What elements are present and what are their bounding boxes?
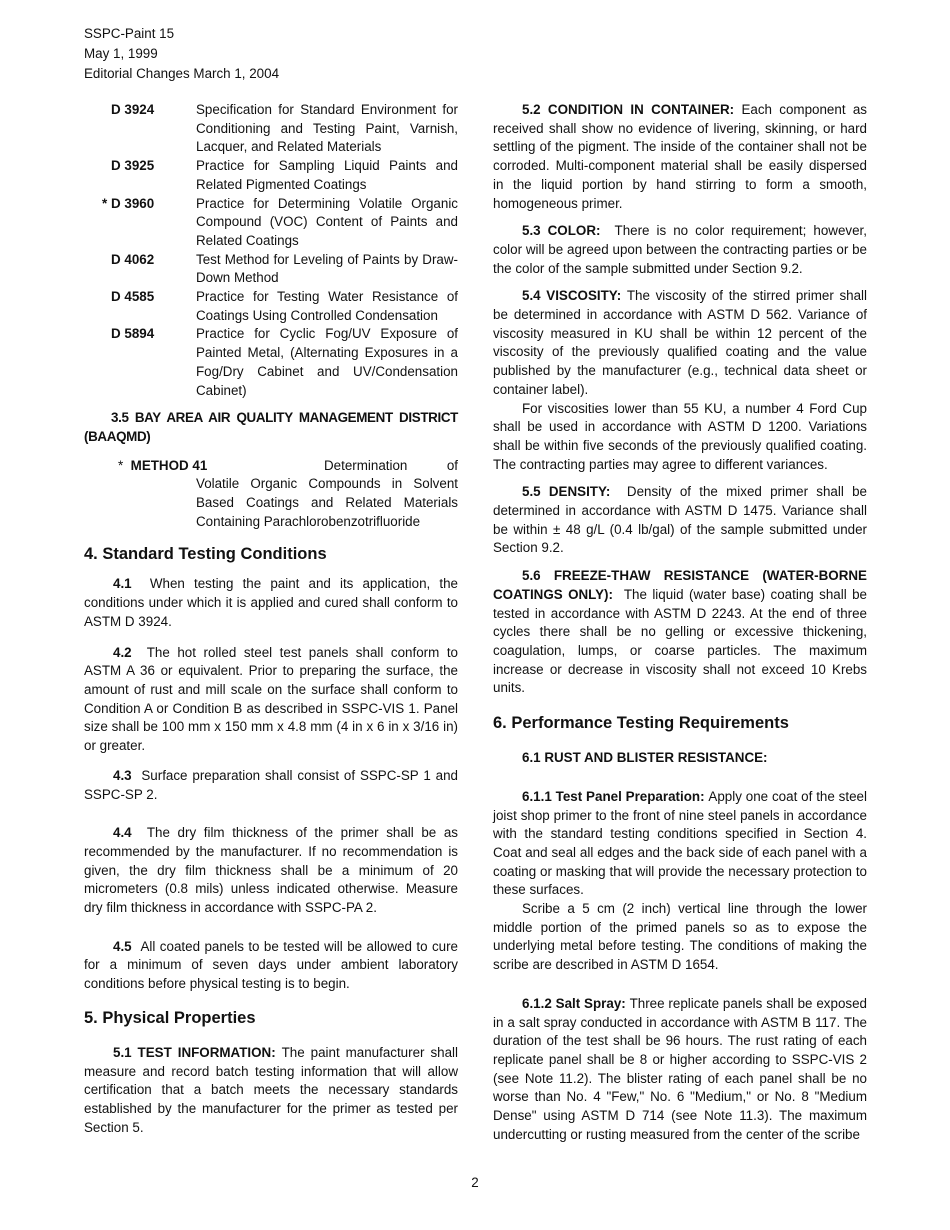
section-4-title: 4. Standard Testing Conditions xyxy=(84,545,327,564)
section-6-title: 6. Performance Testing Requirements xyxy=(493,714,789,733)
left-column xyxy=(84,101,458,1137)
reference-text: Practice for Determining Volatile Organic Compound (VOC) Content of Paints and Related Coatings xyxy=(196,195,458,248)
reference-text: Test Method for Leveling of Paints by Draw-Down Method xyxy=(196,251,458,286)
reference-code: D 3925 xyxy=(111,158,155,174)
reference-text: Practice for Testing Water Resistance of Coatings Using Controlled Condensation xyxy=(196,289,458,323)
reference-entry xyxy=(84,325,458,400)
doc-edit-date: Editorial Changes March 1, 2004 xyxy=(84,66,280,81)
section-4-1: 4.1 When testing the paint and its application, the conditions under which it is applied and cured shall conform to ASTM D 3924. xyxy=(84,576,458,629)
section-4-3: 4.3 Surface preparation shall consist of SSPC-SP 1 and SSPC-SP 2. xyxy=(84,767,458,802)
method-41-entry xyxy=(84,457,458,532)
section-4-2: 4.2 The hot rolled steel test panels shall conform to ASTM A 36 or equivalent. Prior to preparing the surface, the amount of rust and mill scale on the surface shall conform to Condition A or Condition B as described in SSPC-VIS 1. Panel size shall be 100 mm x 150 mm x 4.8 mm (4 in x 6 in x 3/16 in) or greater. xyxy=(84,644,458,754)
method-text: Determination of Volatile Organic Compounds in Solvent Based Coatings and Related Materials Containing Parachlorobenzotrifluoride xyxy=(196,457,458,529)
reference-code: D 3924 xyxy=(111,102,155,117)
reference-entry xyxy=(84,288,458,325)
section-5-3: 5.3 COLOR: There is no color requirement; however, color will be agreed upon between the contracting parties or be the color of the sample submitted under Section 9.2. xyxy=(493,223,867,276)
section-5-2: 5.2 CONDITION IN CONTAINER: Each component as received shall show no evidence of livering, skinning, or hard settling of the pigment. The inside of the container shall not be corroded. Multi-component material shall be easily dispersed in the liquid portion by hand stirring to form a smooth, homogeneous primer. xyxy=(493,102,867,211)
right-column xyxy=(493,101,867,1144)
section-6-1-heading: 6.1 RUST AND BLISTER RESISTANCE: xyxy=(522,750,768,766)
reference-code: D 4062 xyxy=(111,251,155,267)
reference-code: * D 3960 xyxy=(111,195,154,214)
section-4-4: 4.4 The dry film thickness of the primer shall be as recommended by the manufacturer. If no recommendation is given, the dry film thickness shall be a minimum of 20 micrometers (0.8 mils) unless indicated otherwise. Measure dry film thickness in accordance with SSPC-PA 2. xyxy=(84,825,458,916)
section-5-5: 5.5 DENSITY: Density of the mixed primer shall be determined in accordance with ASTM D 1475. Variance shall be within ± 48 g/L (0.4 lb/gal) of the sample submitted under Section 9.2. xyxy=(493,484,867,556)
doc-id: SSPC-Paint 15 xyxy=(84,26,175,41)
section-4-5: 4.5 All coated panels to be tested will be allowed to cure for a minimum of seven days under ambient laboratory conditions before physical testing is to begin. xyxy=(84,938,459,992)
section-5-1: 5.1 TEST INFORMATION: The paint manufacturer shall measure and record batch testing information that will allow certification that a batch meets the necessary standards established by the manufacturer for the primer as tested per Section 5. xyxy=(84,1044,458,1135)
section-5-title: 5. Physical Properties xyxy=(84,1008,256,1027)
section-6-1-1: 6.1.1 Test Panel Preparation: Apply one coat of the steel joist shop primer to the front of nine steel panels in accordance with the standard testing conditions specified in Section 4. Coat and seal all edges and the back side of each panel with a coating or masking that will provide the necessary protection to these surfaces. xyxy=(493,788,867,898)
reference-entry xyxy=(84,157,458,194)
revision-marker: * xyxy=(118,457,124,473)
doc-date: May 1, 1999 xyxy=(84,46,158,61)
section-5-4: 5.4 VISCOSITY: The viscosity of the stirred primer shall be determined in accordance with ASTM D 562. Variance of viscosity measured in KU shall be within 12 percent of the viscosity of the previously qualified coating and the value published by the manufacturer (e.g., technical data sheet or container label). xyxy=(493,288,867,397)
section-5-6: 5.6 FREEZE-THAW RESISTANCE (WATER-BORNE COATINGS ONLY): The liquid (water base) coating shall be tested in accordance with ASTM D 2243. At the end of three cycles there shall be no gelling or excessive thickening, coagulation, lumps, or coarse particles. The maximum increase or decrease in viscosity shall not exceed 10 Krebs units. xyxy=(493,568,867,696)
revision-marker: * xyxy=(102,195,108,211)
document-header xyxy=(84,24,279,84)
section-6-1-1-continued: Scribe a 5 cm (2 inch) vertical line through the lower middle portion of the primed panels so as to expose the underlying metal before testing. The conditions of making the scribe are described in ASTM D 1654. xyxy=(493,901,867,973)
reference-text: Practice for Cyclic Fog/UV Exposure of Painted Metal, (Alternating Exposures in a Fog/Dry Cabinet and UV/Condensation Cabinet) xyxy=(196,326,458,398)
reference-code: D 4585 xyxy=(111,289,155,305)
reference-entry xyxy=(84,195,458,251)
method-code: METHOD 41 xyxy=(130,457,208,473)
section-3-5-heading: 3.5 BAY AREA AIR QUALITY MANAGEMENT DISTRICT (BAAQMD) xyxy=(84,410,458,444)
reference-text: Specification for Standard Environment for Conditioning and Testing Paint, Varnish, Lacquer, and Related Materials xyxy=(196,102,458,155)
method-lead xyxy=(118,457,207,476)
section-6-1-2: 6.1.2 Salt Spray: Three replicate panels shall be exposed in a salt spray conducted in accordance with ASTM B 117. The duration of the test shall be 96 hours. The rust rating of each replicate panel shall be 8 or higher according to SSPC-VIS 2 (see Note 11.2). The blister rating of each panel shall be no worse than No. 4 "Few," No. 6 "Medium," or No. 8 "Medium Dense" using ASTM D 714 (see Note 11.3). The maximum undercutting or rusting measured from the center of the scribe xyxy=(493,995,867,1142)
reference-code: D 5894 xyxy=(111,326,155,342)
section-5-4-continued: For viscosities lower than 55 KU, a number 4 Ford Cup shall be used in accordance with ASTM D 1200. Variations shall be within five seconds of the previously qualified coating. The contracting parties may agree to different variances. xyxy=(493,400,867,472)
page-number: 2 xyxy=(471,1175,479,1190)
reference-entry xyxy=(84,251,458,288)
reference-text: Practice for Sampling Liquid Paints and Related Pigmented Coatings xyxy=(196,158,458,192)
reference-entry xyxy=(84,101,458,157)
